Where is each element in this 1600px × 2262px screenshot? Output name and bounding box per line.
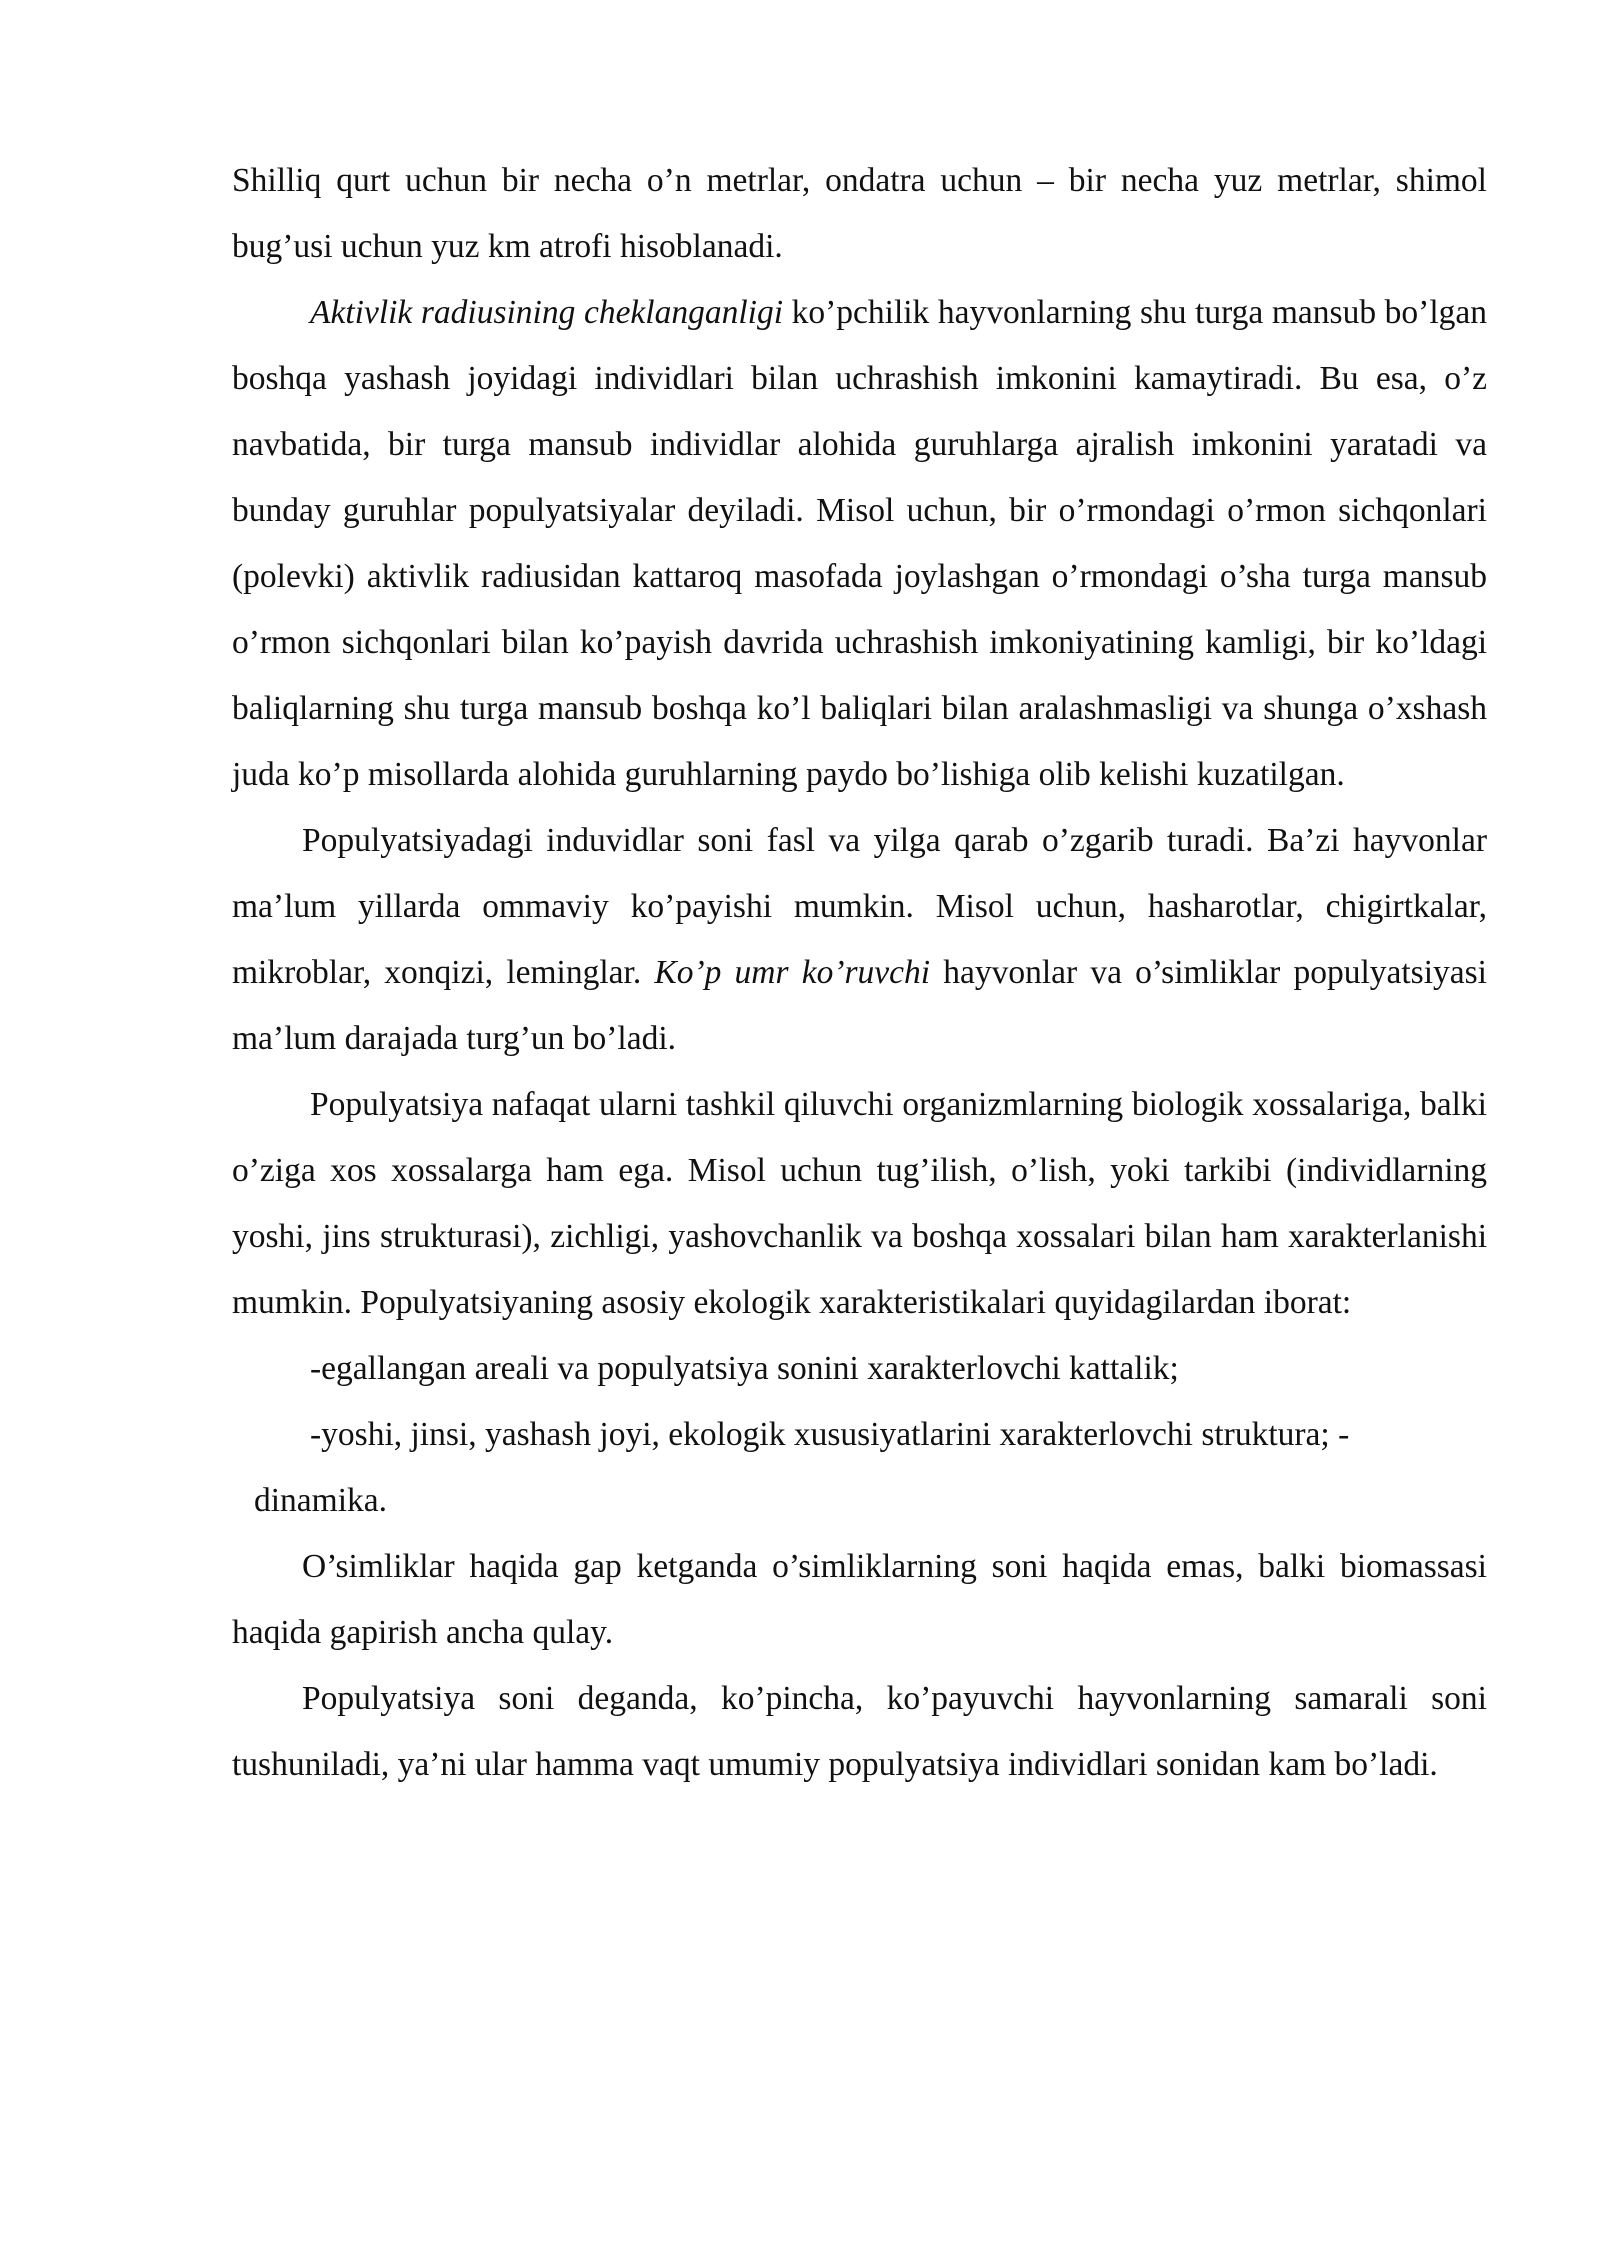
list-item-1 bbox=[232, 1336, 1487, 1402]
paragraph-3-text-start: Populyatsiyadagi induvidlar soni fasl va yilga qarab o’zgarib turadi. Ba’zi hayvonlar ma’lum yillarda ommaviy ko’payishi mumkin. Misol uchun, hasharotlar, chigirtkalar, mikroblar, xonqizi, leminglar. bbox=[232, 822, 1487, 991]
paragraph-1-text: Shilliq qurt uchun bir necha o’n metrlar, ondatra uchun – bir necha yuz metrlar, shimol bug’usi uchun yuz km atrofi hisoblanadi. bbox=[232, 162, 1487, 265]
paragraph-2 bbox=[232, 280, 1487, 808]
list-item-2-continuation bbox=[232, 1468, 1487, 1534]
paragraph-4-text: Populyatsiya nafaqat ularni tashkil qiluvchi organizmlarning biologik xossalariga, balki o’ziga xos xossalarga ham ega. Misol uchun tug’ilish, o’lish, yoki tarkibi (individlarning yoshi, jins strukturasi), zichligi, yashovchanlik va boshqa xossalari bilan ham xarakterlanishi mumkin. Populyatsiyaning asosiy ekologik xarakteristikalari quyidagilardan iborat: bbox=[232, 1086, 1487, 1321]
list-item-2-text: -yoshi, jinsi, yashash joyi, ekologik xususiyatlarini xarakterlovchi struktura; - bbox=[310, 1416, 1350, 1453]
paragraph-6-text: Populyatsiya soni deganda, ko’pincha, ko’payuvchi hayvonlarning samarali soni tushuniladi, ya’ni ular hamma vaqt umumiy populyatsiya individlari sonidan kam bo’ladi. bbox=[232, 1680, 1487, 1783]
paragraph-5-text: O’simliklar haqida gap ketganda o’simliklarning soni haqida emas, balki biomassasi haqida gapirish ancha qulay. bbox=[232, 1548, 1487, 1651]
paragraph-3 bbox=[232, 808, 1487, 1072]
list-item-2-tail-text: dinamika. bbox=[254, 1482, 388, 1519]
paragraph-3-text-end: hayvonlar va o’simliklar populyatsiyasi ma’lum darajada turg’un bo’ladi. bbox=[232, 954, 1487, 1057]
paragraph-1 bbox=[232, 148, 1487, 280]
paragraph-2-italic-term: Aktivlik radiusining cheklanganligi bbox=[310, 294, 784, 331]
document-page bbox=[232, 148, 1487, 1798]
paragraph-6 bbox=[232, 1666, 1487, 1798]
list-item-1-text: -egallangan areali va populyatsiya sonini xarakterlovchi kattalik; bbox=[310, 1350, 1179, 1387]
paragraph-2-text: ko’pchilik hayvonlarning shu turga mansub bo’lgan boshqa yashash joyidagi individlari bilan uchrashish imkonini kamaytiradi. Bu esa, o’z navbatida, bir turga mansub individlar alohida guruhlarga ajralish imkonini yaratadi va bunday guruhlar populyatsiyalar deyiladi. Misol uchun, bir o’rmondagi o’rmon sichqonlari (polevki) aktivlik radiusidan kattaroq masofada joylashgan o’rmondagi o’sha turga mansub o’rmon sichqonlari bilan ko’payish davrida uchrashish imkoniyatining kamligi, bir ko’ldagi baliqlarning shu turga mansub boshqa ko’l baliqlari bilan aralashmasligi va shunga o’xshash juda ko’p misollarda alohida guruhlarning paydo bo’lishiga olib kelishi kuzatilgan. bbox=[232, 294, 1487, 793]
list-item-2 bbox=[232, 1402, 1487, 1468]
paragraph-4 bbox=[232, 1072, 1487, 1336]
paragraph-3-italic-term: Ko’p umr ko’ruvchi bbox=[654, 954, 931, 991]
paragraph-5 bbox=[232, 1534, 1487, 1666]
